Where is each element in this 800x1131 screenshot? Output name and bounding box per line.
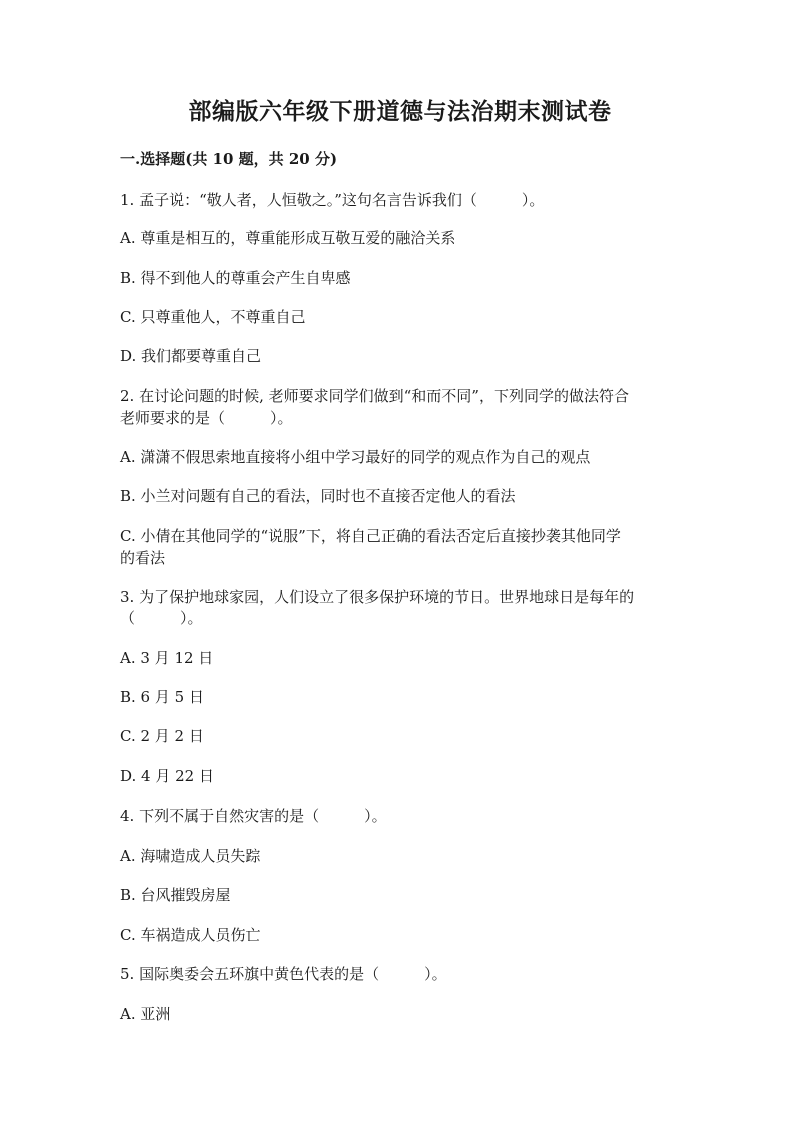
section-heading: 一.选择题(共 10 题，共 20 分)	[120, 150, 338, 168]
question-1-option-b: B. 得不到他人的尊重会产生自卑感	[120, 269, 351, 287]
question-4-option-c: C. 车祸造成人员伤亡	[120, 926, 261, 944]
question-1-option-a: A. 尊重是相互的，尊重能形成互敬互爱的融洽关系	[120, 229, 456, 247]
question-2-option-b: B. 小兰对问题有自己的看法，同时也不直接否定他人的看法	[120, 487, 516, 505]
question-1-option-c: C. 只尊重他人，不尊重自己	[120, 308, 306, 326]
page-title: 部编版六年级下册道德与法治期末测试卷	[188, 98, 612, 125]
question-3-option-c: C. 2 月 2 日	[120, 727, 204, 745]
question-4-option-b: B. 台风摧毁房屋	[120, 886, 231, 904]
question-3-option-d: D. 4 月 22 日	[120, 767, 214, 785]
question-1-stem-line-1: 1. 孟子说：“敬人者，人恒敬之。”这句名言告诉我们（ ）。	[120, 191, 545, 209]
question-2-option-a: A. 潇潇不假思索地直接将小组中学习最好的同学的观点作为自己的观点	[120, 448, 591, 466]
question-3-option-b: B. 6 月 5 日	[120, 688, 204, 706]
question-2-option-c-line-1: C. 小倩在其他同学的“说服”下，将自己正确的看法否定后直接抄袭其他同学	[120, 527, 621, 545]
question-3-option-a: A. 3 月 12 日	[120, 649, 214, 667]
question-2-stem-line-1: 2. 在讨论问题的时候, 老师要求同学们做到“和而不同”，下列同学的做法符合	[120, 387, 629, 405]
question-2-stem-line-2: 老师要求的是（ ）。	[120, 409, 293, 427]
question-5-option-a: A. 亚洲	[120, 1005, 171, 1023]
question-4-stem-line-1: 4. 下列不属于自然灾害的是（ ）。	[120, 807, 387, 825]
question-5-stem-line-1: 5. 国际奥委会五环旗中黄色代表的是（ ）。	[120, 965, 447, 983]
question-3-stem-line-2: （ ）。	[120, 609, 203, 627]
question-4-option-a: A. 海啸造成人员失踪	[120, 847, 261, 865]
question-2-option-c-line-2: 的看法	[120, 549, 166, 567]
question-1-option-d: D. 我们都要尊重自己	[120, 347, 262, 365]
question-3-stem-line-1: 3. 为了保护地球家园，人们设立了很多保护环境的节日。世界地球日是每年的	[120, 588, 635, 606]
